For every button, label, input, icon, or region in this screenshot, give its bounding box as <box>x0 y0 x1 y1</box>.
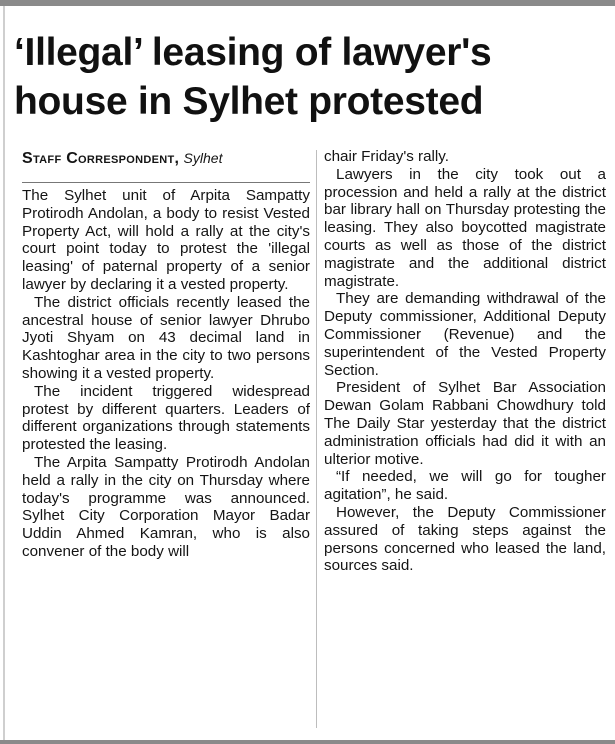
headline <box>14 28 609 126</box>
paragraph-continued: chair Friday's rally. <box>324 148 449 165</box>
paragraph: However, the Deputy Commissioner assured of taking steps against the persons concerned who leased the land, sources said. <box>324 503 606 575</box>
column-divider <box>316 150 317 728</box>
right-column <box>324 148 606 575</box>
paragraph: The Arpita Sampatty Protirodh Andolan held a rally in the city on Thursday where today's programme was announced. Sylhet City Corporation Mayor Badar Uddin Ahmed Kamran, who is also convener of the body will <box>22 453 310 560</box>
headline-line-2: house in Sylhet protested <box>14 80 484 123</box>
headline-line-1: ‘Illegal’ leasing of lawyer's <box>14 31 492 74</box>
paragraph: “If needed, we will go for tougher agitation”, he said. <box>324 468 606 504</box>
top-rule <box>0 0 615 6</box>
byline-name: Staff Correspondent, <box>22 150 180 167</box>
bottom-rule <box>0 740 615 744</box>
paragraph: The Sylhet unit of Arpita Sampatty Protirodh Andolan, a body to resist Vested Property Act, will hold a rally at the city's court point today to protest the 'illegal leasing' of paternal property of a senior lawyer by declaring it a vested property. <box>22 187 310 293</box>
left-edge-line <box>3 6 5 740</box>
paragraph: President of Sylhet Bar Association Dewan Golam Rabbani Chowdhury told The Daily Star yesterday that the district administration officials had did it with an ulterior motive. <box>324 379 606 468</box>
left-column <box>22 148 310 561</box>
paragraph: Lawyers in the city took out a procession and held a rally at the district bar library hall on Thursday protesting the leasing. They also boycotted magistrate courts as well as those of the district magistrate and the additional district magistrate. <box>324 165 606 290</box>
paragraph: They are demanding withdrawal of the Deputy commissioner, Additional Deputy Commissioner (Revenue) and the superintendent of the Vested Property Section. <box>324 290 606 379</box>
byline <box>22 148 310 183</box>
paragraph: The incident triggered widespread protest by different quarters. Leaders of different organizations through statements protested the leasing. <box>22 382 310 454</box>
paragraph: The district officials recently leased the ancestral house of senior lawyer Dhrubo Jyoti Shyam on 43 decimal land in Kashtoghar area in the city to two persons showing it a vested property. <box>22 293 310 382</box>
byline-place: Sylhet <box>183 150 223 166</box>
